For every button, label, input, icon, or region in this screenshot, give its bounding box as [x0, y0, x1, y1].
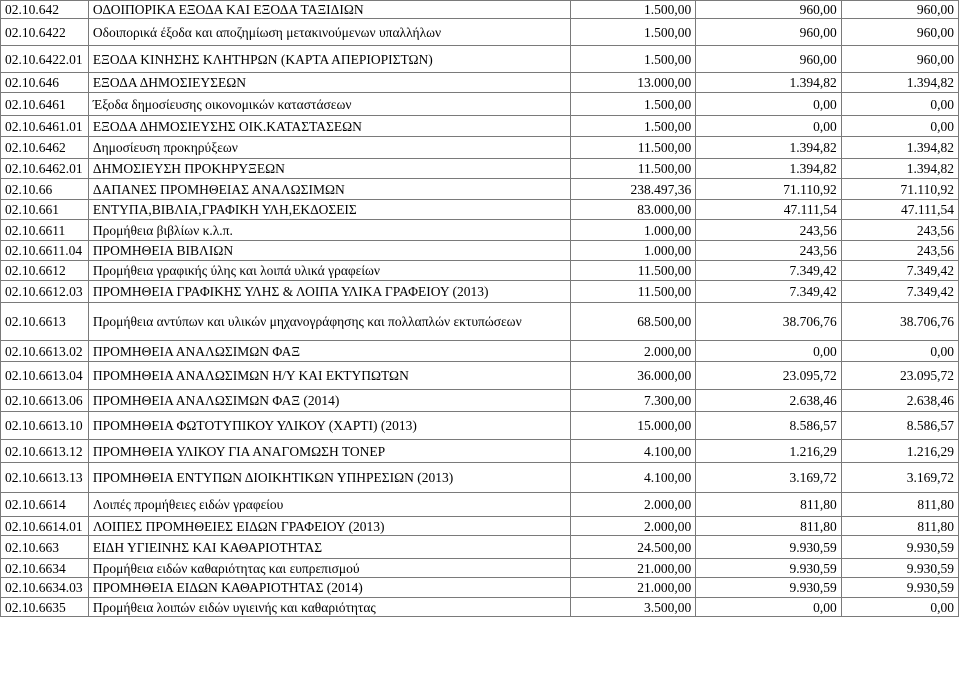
account-code-cell: 02.10.6613.10: [1, 412, 89, 440]
paid-amount-cell: 1.394,82: [841, 73, 958, 93]
account-code-cell: 02.10.6614: [1, 493, 89, 517]
table-row: [1, 536, 959, 559]
budget-amount-cell: 7.300,00: [570, 390, 695, 412]
paid-amount-cell: 71.110,92: [841, 179, 958, 200]
account-code-cell: 02.10.6422.01: [1, 46, 89, 73]
committed-amount-cell: 38.706,76: [696, 303, 842, 341]
table-row: [1, 578, 959, 598]
budget-amount-cell: 11.500,00: [570, 261, 695, 281]
paid-amount-cell: 8.586,57: [841, 412, 958, 440]
table-row: [1, 559, 959, 578]
budget-amount-cell: 1.500,00: [570, 93, 695, 116]
paid-amount-cell: 243,56: [841, 220, 958, 241]
committed-amount-cell: 47.111,54: [696, 200, 842, 220]
budget-amount-cell: 13.000,00: [570, 73, 695, 93]
description-cell: Προμήθεια βιβλίων κ.λ.π.: [88, 220, 570, 241]
committed-amount-cell: 2.638,46: [696, 390, 842, 412]
budget-amount-cell: 2.000,00: [570, 517, 695, 536]
budget-amount-cell: 15.000,00: [570, 412, 695, 440]
paid-amount-cell: 47.111,54: [841, 200, 958, 220]
committed-amount-cell: 9.930,59: [696, 536, 842, 559]
committed-amount-cell: 9.930,59: [696, 578, 842, 598]
committed-amount-cell: 0,00: [696, 116, 842, 137]
account-code-cell: 02.10.6613.12: [1, 440, 89, 463]
description-cell: ΕΙΔΗ ΥΓΙΕΙΝΗΣ ΚΑΙ ΚΑΘΑΡΙΟΤΗΤΑΣ: [88, 536, 570, 559]
committed-amount-cell: 7.349,42: [696, 261, 842, 281]
paid-amount-cell: 2.638,46: [841, 390, 958, 412]
description-cell: Οδοιπορικά έξοδα και αποζημίωση μετακινούμενων υπαλλήλων: [88, 19, 570, 46]
account-code-cell: 02.10.6614.01: [1, 517, 89, 536]
budget-amount-cell: 4.100,00: [570, 440, 695, 463]
budget-amount-cell: 1.000,00: [570, 241, 695, 261]
table-row: [1, 362, 959, 390]
description-cell: Προμήθεια γραφικής ύλης και λοιπά υλικά γραφείων: [88, 261, 570, 281]
description-cell: ΠΡΟΜΗΘΕΙΑ ΒΙΒΛΙΩΝ: [88, 241, 570, 261]
table-row: [1, 440, 959, 463]
account-code-cell: 02.10.6634.03: [1, 578, 89, 598]
table-row: [1, 159, 959, 179]
description-cell: ΠΡΟΜΗΘΕΙΑ ΓΡΑΦΙΚΗΣ ΥΛΗΣ & ΛΟΙΠΑ ΥΛΙΚΑ ΓΡΑΦΕΙΟΥ (2013): [88, 281, 570, 303]
paid-amount-cell: 0,00: [841, 116, 958, 137]
description-cell: ΠΡΟΜΗΘΕΙΑ ΕΝΤΥΠΩΝ ΔΙΟΙΚΗΤΙΚΩΝ ΥΠΗΡΕΣΙΩΝ (2013): [88, 463, 570, 493]
budget-table-body: [1, 1, 959, 617]
account-code-cell: 02.10.6611: [1, 220, 89, 241]
committed-amount-cell: 0,00: [696, 341, 842, 362]
description-cell: ΠΡΟΜΗΘΕΙΑ ΑΝΑΛΩΣΙΜΩΝ Η/Υ ΚΑΙ ΕΚΤΥΠΩΤΩΝ: [88, 362, 570, 390]
table-row: [1, 116, 959, 137]
description-cell: Λοιπές προμήθειες ειδών γραφείου: [88, 493, 570, 517]
committed-amount-cell: 0,00: [696, 93, 842, 116]
table-row: [1, 19, 959, 46]
paid-amount-cell: 7.349,42: [841, 281, 958, 303]
budget-amount-cell: 3.500,00: [570, 598, 695, 617]
budget-amount-cell: 1.500,00: [570, 19, 695, 46]
table-row: [1, 241, 959, 261]
account-code-cell: 02.10.646: [1, 73, 89, 93]
description-cell: Δημοσίευση προκηρύξεων: [88, 137, 570, 159]
budget-amount-cell: 24.500,00: [570, 536, 695, 559]
committed-amount-cell: 1.394,82: [696, 73, 842, 93]
paid-amount-cell: 0,00: [841, 598, 958, 617]
account-code-cell: 02.10.661: [1, 200, 89, 220]
account-code-cell: 02.10.66: [1, 179, 89, 200]
committed-amount-cell: 1.216,29: [696, 440, 842, 463]
committed-amount-cell: 9.930,59: [696, 559, 842, 578]
budget-amount-cell: 1.500,00: [570, 116, 695, 137]
paid-amount-cell: 0,00: [841, 341, 958, 362]
description-cell: ΟΔΟΙΠΟΡΙΚΑ ΕΞΟΔΑ ΚΑΙ ΕΞΟΔΑ ΤΑΞΙΔΙΩΝ: [88, 1, 570, 19]
table-row: [1, 463, 959, 493]
description-cell: ΠΡΟΜΗΘΕΙΑ ΥΛΙΚΟΥ ΓΙΑ ΑΝΑΓΟΜΩΣΗ ΤΟΝΕΡ: [88, 440, 570, 463]
table-row: [1, 220, 959, 241]
committed-amount-cell: 23.095,72: [696, 362, 842, 390]
budget-amount-cell: 11.500,00: [570, 281, 695, 303]
paid-amount-cell: 38.706,76: [841, 303, 958, 341]
budget-amount-cell: 2.000,00: [570, 341, 695, 362]
committed-amount-cell: 243,56: [696, 220, 842, 241]
description-cell: Έξοδα δημοσίευσης οικονομικών καταστάσεων: [88, 93, 570, 116]
committed-amount-cell: 960,00: [696, 1, 842, 19]
budget-amount-cell: 21.000,00: [570, 578, 695, 598]
description-cell: ΠΡΟΜΗΘΕΙΑ ΑΝΑΛΩΣΙΜΩΝ ΦΑΞ: [88, 341, 570, 362]
description-cell: ΕΞΟΔΑ ΚΙΝΗΣΗΣ ΚΛΗΤΗΡΩΝ (ΚΑΡΤΑ ΑΠΕΡΙΟΡΙΣΤΩΝ): [88, 46, 570, 73]
budget-amount-cell: 1.500,00: [570, 46, 695, 73]
committed-amount-cell: 8.586,57: [696, 412, 842, 440]
committed-amount-cell: 1.394,82: [696, 159, 842, 179]
account-code-cell: 02.10.6613.06: [1, 390, 89, 412]
budget-amount-cell: 11.500,00: [570, 137, 695, 159]
budget-amount-cell: 1.000,00: [570, 220, 695, 241]
description-cell: ΠΡΟΜΗΘΕΙΑ ΦΩΤΟΤΥΠΙΚΟΥ ΥΛΙΚΟΥ (ΧΑΡΤΙ) (2013): [88, 412, 570, 440]
budget-amount-cell: 1.500,00: [570, 1, 695, 19]
committed-amount-cell: 0,00: [696, 598, 842, 617]
account-code-cell: 02.10.6635: [1, 598, 89, 617]
committed-amount-cell: 811,80: [696, 517, 842, 536]
paid-amount-cell: 9.930,59: [841, 578, 958, 598]
account-code-cell: 02.10.6613.13: [1, 463, 89, 493]
paid-amount-cell: 0,00: [841, 93, 958, 116]
committed-amount-cell: 243,56: [696, 241, 842, 261]
table-row: [1, 46, 959, 73]
paid-amount-cell: 3.169,72: [841, 463, 958, 493]
committed-amount-cell: 811,80: [696, 493, 842, 517]
paid-amount-cell: 811,80: [841, 493, 958, 517]
paid-amount-cell: 243,56: [841, 241, 958, 261]
committed-amount-cell: 960,00: [696, 19, 842, 46]
description-cell: Προμήθεια αντύπων και υλικών μηχανογράφησης και πολλαπλών εκτυπώσεων: [88, 303, 570, 341]
description-cell: ΕΞΟΔΑ ΔΗΜΟΣΙΕΥΣΗΣ ΟΙΚ.ΚΑΤΑΣΤΑΣΕΩΝ: [88, 116, 570, 137]
description-cell: ΔΗΜΟΣΙΕΥΣΗ ΠΡΟΚΗΡΥΞΕΩΝ: [88, 159, 570, 179]
paid-amount-cell: 9.930,59: [841, 536, 958, 559]
account-code-cell: 02.10.6462.01: [1, 159, 89, 179]
paid-amount-cell: 23.095,72: [841, 362, 958, 390]
table-row: [1, 281, 959, 303]
paid-amount-cell: 1.394,82: [841, 137, 958, 159]
paid-amount-cell: 960,00: [841, 46, 958, 73]
committed-amount-cell: 960,00: [696, 46, 842, 73]
account-code-cell: 02.10.6461: [1, 93, 89, 116]
description-cell: ΛΟΙΠΕΣ ΠΡΟΜΗΘΕΙΕΣ ΕΙΔΩΝ ΓΡΑΦΕΙΟΥ (2013): [88, 517, 570, 536]
table-row: [1, 73, 959, 93]
table-row: [1, 412, 959, 440]
account-code-cell: 02.10.642: [1, 1, 89, 19]
account-code-cell: 02.10.6422: [1, 19, 89, 46]
committed-amount-cell: 7.349,42: [696, 281, 842, 303]
budget-amount-cell: 11.500,00: [570, 159, 695, 179]
paid-amount-cell: 1.216,29: [841, 440, 958, 463]
budget-amount-cell: 238.497,36: [570, 179, 695, 200]
table-row: [1, 93, 959, 116]
budget-amount-cell: 21.000,00: [570, 559, 695, 578]
committed-amount-cell: 3.169,72: [696, 463, 842, 493]
table-row: [1, 303, 959, 341]
description-cell: Προμήθεια λοιπών ειδών υγιεινής και καθαριότητας: [88, 598, 570, 617]
account-code-cell: 02.10.6613: [1, 303, 89, 341]
account-code-cell: 02.10.6613.04: [1, 362, 89, 390]
description-cell: ΔΑΠΑΝΕΣ ΠΡΟΜΗΘΕΙΑΣ ΑΝΑΛΩΣΙΜΩΝ: [88, 179, 570, 200]
account-code-cell: 02.10.6612.03: [1, 281, 89, 303]
account-code-cell: 02.10.6461.01: [1, 116, 89, 137]
paid-amount-cell: 1.394,82: [841, 159, 958, 179]
committed-amount-cell: 1.394,82: [696, 137, 842, 159]
description-cell: ΠΡΟΜΗΘΕΙΑ ΕΙΔΩΝ ΚΑΘΑΡΙΟΤΗΤΑΣ (2014): [88, 578, 570, 598]
account-code-cell: 02.10.6613.02: [1, 341, 89, 362]
description-cell: ΕΝΤΥΠΑ,ΒΙΒΛΙΑ,ΓΡΑΦΙΚΗ ΥΛΗ,ΕΚΔΟΣΕΙΣ: [88, 200, 570, 220]
account-code-cell: 02.10.6634: [1, 559, 89, 578]
table-row: [1, 261, 959, 281]
paid-amount-cell: 7.349,42: [841, 261, 958, 281]
description-cell: Προμήθεια ειδών καθαριότητας και ευπρεπισμού: [88, 559, 570, 578]
table-row: [1, 200, 959, 220]
account-code-cell: 02.10.6611.04: [1, 241, 89, 261]
description-cell: ΠΡΟΜΗΘΕΙΑ ΑΝΑΛΩΣΙΜΩΝ ΦΑΞ (2014): [88, 390, 570, 412]
account-code-cell: 02.10.6462: [1, 137, 89, 159]
paid-amount-cell: 960,00: [841, 1, 958, 19]
table-row: [1, 1, 959, 19]
description-cell: ΕΞΟΔΑ ΔΗΜΟΣΙΕΥΣΕΩΝ: [88, 73, 570, 93]
committed-amount-cell: 71.110,92: [696, 179, 842, 200]
paid-amount-cell: 9.930,59: [841, 559, 958, 578]
table-row: [1, 517, 959, 536]
table-row: [1, 493, 959, 517]
table-row: [1, 598, 959, 617]
budget-amount-cell: 83.000,00: [570, 200, 695, 220]
budget-amount-cell: 4.100,00: [570, 463, 695, 493]
paid-amount-cell: 960,00: [841, 19, 958, 46]
table-row: [1, 137, 959, 159]
table-row: [1, 390, 959, 412]
paid-amount-cell: 811,80: [841, 517, 958, 536]
account-code-cell: 02.10.6612: [1, 261, 89, 281]
budget-amount-cell: 36.000,00: [570, 362, 695, 390]
budget-amount-cell: 68.500,00: [570, 303, 695, 341]
account-code-cell: 02.10.663: [1, 536, 89, 559]
table-row: [1, 179, 959, 200]
budget-amount-cell: 2.000,00: [570, 493, 695, 517]
table-row: [1, 341, 959, 362]
